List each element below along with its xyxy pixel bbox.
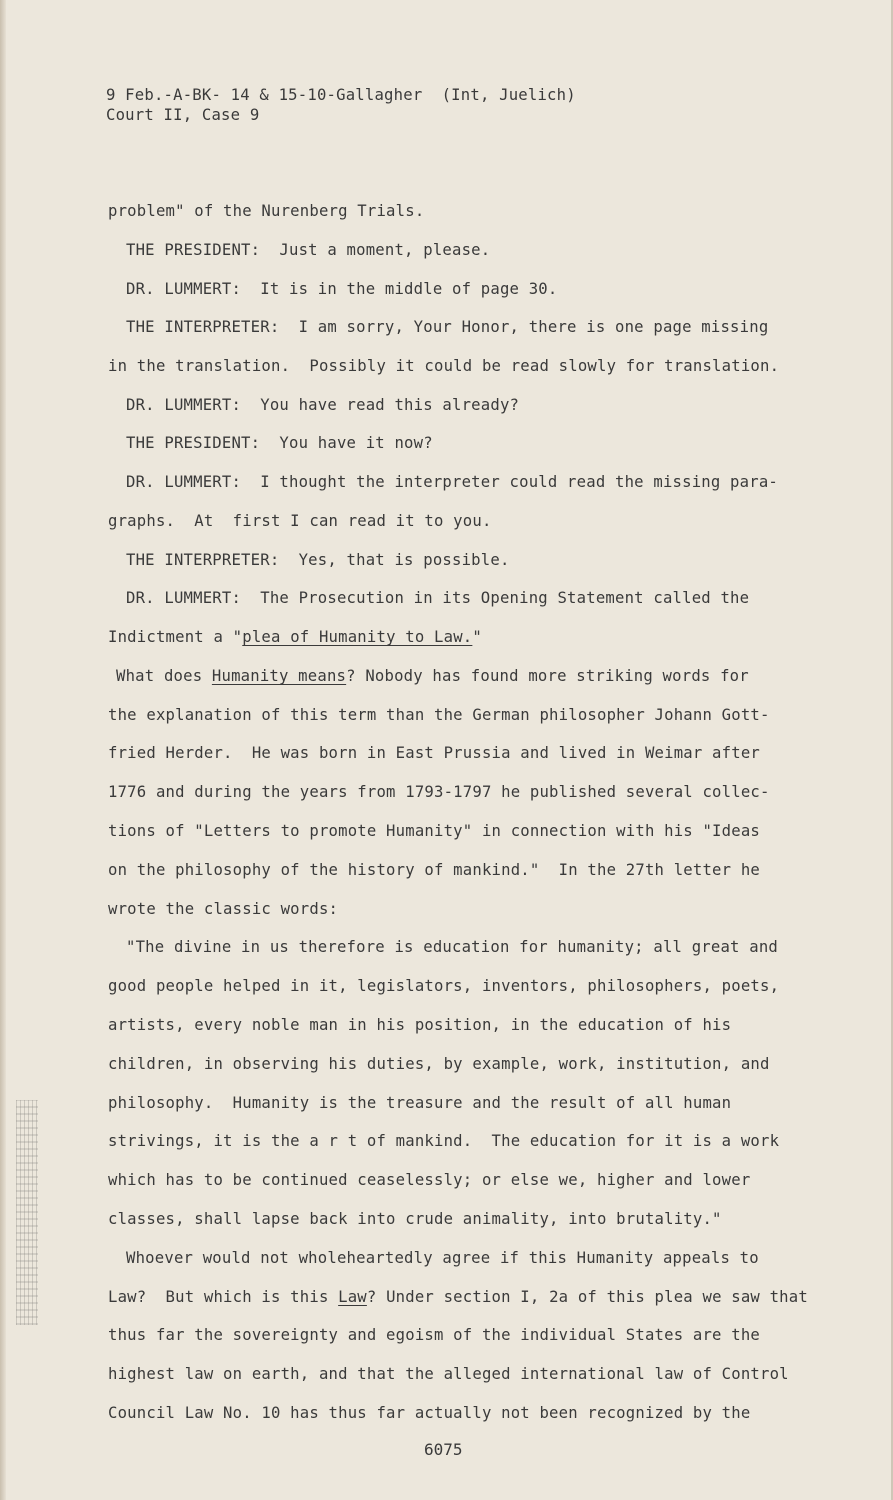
text-line: graphs. At first I can read it to you.: [108, 512, 492, 530]
text-span: ? Under section I, 2a of this plea we saw that: [366, 1288, 808, 1306]
text-line: DR. LUMMERT: You have read this already?: [126, 396, 520, 414]
text-line: Council Law No. 10 has thus far actually not been recognized by the: [108, 1404, 751, 1422]
text-span: Indictment a ": [108, 628, 243, 646]
text-line: tions of "Letters to promote Humanity" in connection with his "Ideas: [108, 822, 760, 840]
text-span: What does: [116, 667, 212, 685]
text-line: which has to be continued ceaselessly; or else we, higher and lower: [108, 1171, 751, 1189]
header-line-1: 9 Feb.-A-BK- 14 & 15-10-Gallagher (Int, Juelich): [106, 86, 576, 104]
underlined-phrase: Law: [338, 1288, 367, 1306]
text-line: THE INTERPRETER: Yes, that is possible.: [126, 551, 510, 569]
underlined-phrase: Humanity means: [211, 667, 347, 685]
text-line: THE INTERPRETER: I am sorry, Your Honor, there is one page missing: [126, 318, 769, 336]
text-line: in the translation. Possibly it could be read slowly for translation.: [108, 357, 780, 375]
page-edge: [0, 0, 6, 1500]
text-line: DR. LUMMERT: The Prosecution in its Opening Statement called the: [126, 589, 750, 607]
text-line: THE PRESIDENT: Just a moment, please.: [126, 241, 491, 259]
text-line: highest law on earth, and that the alleged international law of Control: [108, 1365, 789, 1383]
text-span: ? Nobody has found more striking words for: [346, 667, 749, 685]
header-line-2: Court II, Case 9: [106, 106, 260, 124]
margin-smudge: [16, 1100, 38, 1325]
text-line: DR. LUMMERT: It is in the middle of page 30.: [126, 280, 558, 298]
text-line: philosophy. Humanity is the treasure and the result of all human: [108, 1094, 732, 1112]
text-line: children, in observing his duties, by example, work, institution, and: [108, 1055, 770, 1073]
page-number: 6075: [424, 1440, 463, 1459]
text-span: ": [472, 628, 482, 646]
text-line: artists, every noble man in his position, in the education of his: [108, 1016, 732, 1034]
text-span: Law? But which is this: [108, 1288, 339, 1306]
text-line: wrote the classic words:: [108, 900, 339, 918]
text-line: "The divine in us therefore is education for humanity; all great and: [126, 938, 778, 956]
text-line: 1776 and during the years from 1793-1797 he published several collec-: [108, 783, 770, 801]
text-line: DR. LUMMERT: I thought the interpreter could read the missing para-: [126, 473, 778, 491]
text-line: good people helped in it, legislators, inventors, philosophers, poets,: [108, 977, 780, 995]
text-line: [116, 667, 749, 685]
text-line: Whoever would not wholeheartedly agree if this Humanity appeals to: [126, 1249, 759, 1267]
text-line: fried Herder. He was born in East Prussia and lived in Weimar after: [108, 744, 760, 762]
text-line: problem" of the Nurenberg Trials.: [108, 202, 425, 220]
text-line: classes, shall lapse back into crude animality, into brutality.": [108, 1210, 722, 1228]
text-line: the explanation of this term than the German philosopher Johann Gott-: [108, 706, 770, 724]
text-line: on the philosophy of the history of mankind." In the 27th letter he: [108, 861, 760, 879]
text-line: [108, 1288, 808, 1306]
text-line: [108, 628, 482, 646]
text-line: strivings, it is the a r t of mankind. The education for it is a work: [108, 1132, 780, 1150]
text-line: thus far the sovereignty and egoism of the individual States are the: [108, 1326, 760, 1344]
text-line: THE PRESIDENT: You have it now?: [126, 434, 433, 452]
underlined-phrase: plea of Humanity to Law.: [242, 628, 473, 646]
